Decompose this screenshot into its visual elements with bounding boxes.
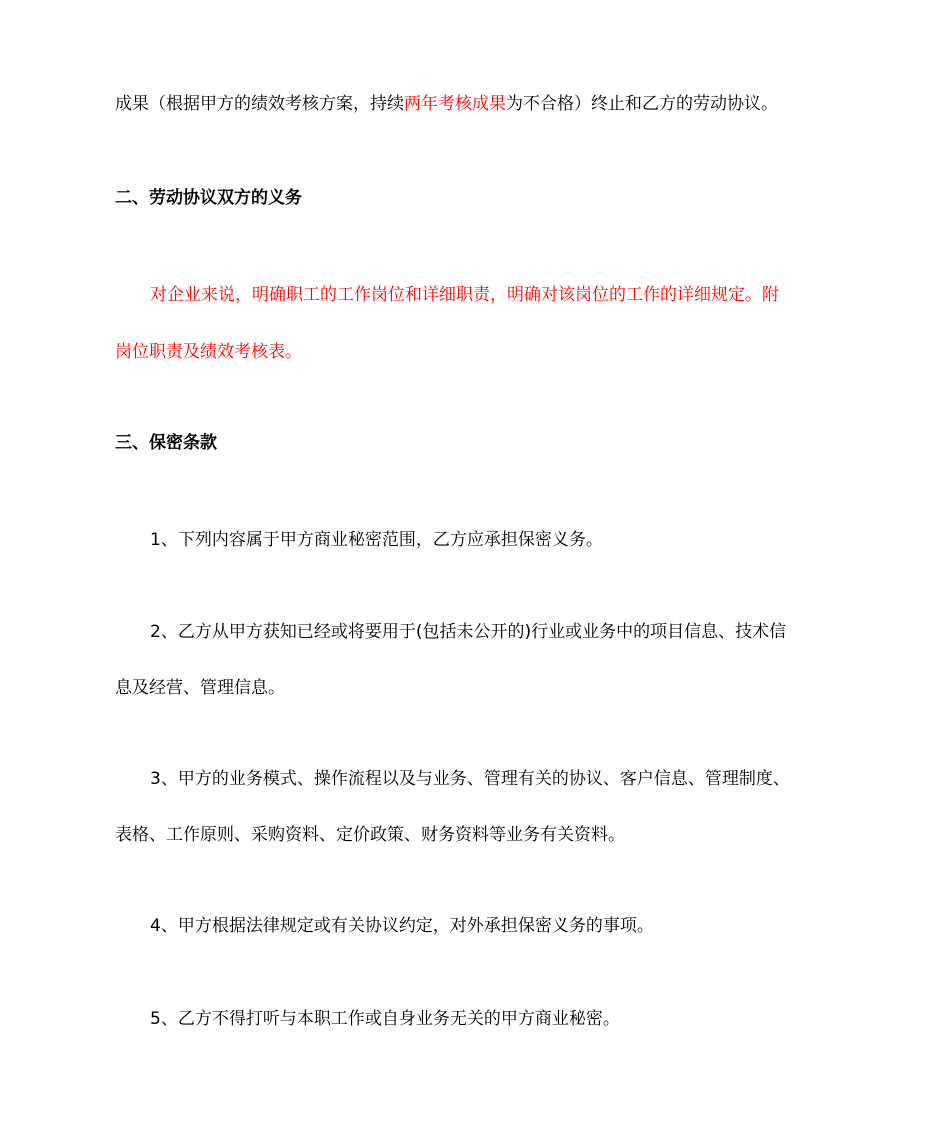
continuation-text-after: 为不合格）终止和乙方的劳动协议。 — [506, 94, 778, 114]
paragraph-continuation — [115, 92, 840, 116]
clause-item-3-line-1: 3、甲方的业务模式、操作流程以及与业务、管理有关的协议、客户信息、管理制度、 — [150, 769, 790, 789]
clause-item-2-line-2: 息及经营、管理信息。 — [115, 678, 285, 698]
section-heading-obligations: 二、劳动协议双方的义务 — [115, 188, 302, 208]
clause-item-1: 1、下列内容属于甲方商业秘密范围，乙方应承担保密义务。 — [150, 530, 603, 550]
clause-item-4: 4、甲方根据法律规定或有关协议约定，对外承担保密义务的事项。 — [150, 916, 654, 936]
section-heading-confidentiality: 三、保密条款 — [115, 433, 217, 453]
continuation-text-before: 成果（根据甲方的绩效考核方案，持续 — [115, 94, 404, 114]
obligations-body-line-2: 岗位职责及绩效考核表。 — [115, 342, 302, 362]
obligations-body-line-1: 对企业来说，明确职工的工作岗位和详细职责，明确对该岗位的工作的详细规定。附 — [150, 285, 779, 305]
highlighted-text: 两年考核成果 — [404, 94, 506, 114]
clause-item-2-line-1: 2、乙方从甲方获知已经或将要用于(包括未公开的)行业或业务中的项目信息、技术信 — [150, 622, 787, 642]
clause-item-5: 5、乙方不得打听与本职工作或自身业务无关的甲方商业秘密。 — [150, 1009, 620, 1029]
clause-item-3-line-2: 表格、工作原则、采购资料、定价政策、财务资料等业务有关资料。 — [115, 825, 625, 845]
